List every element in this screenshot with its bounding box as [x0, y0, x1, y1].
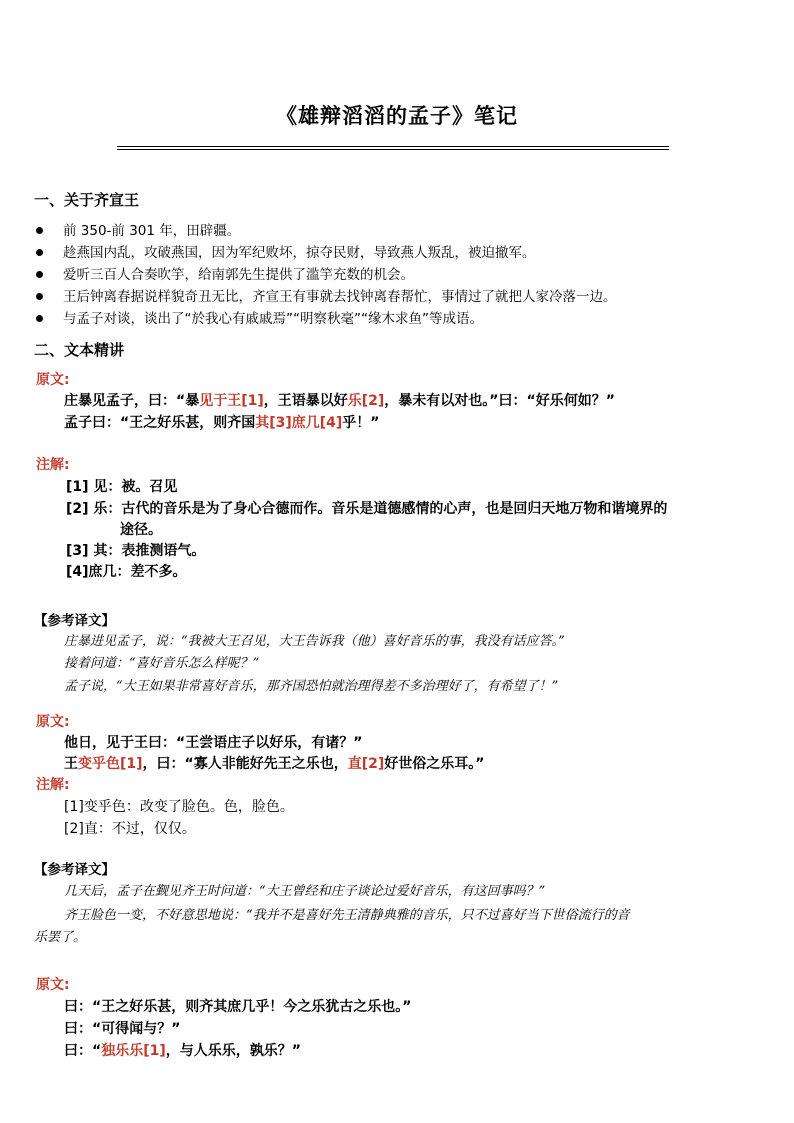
translation-line: 齐王脸色一变，不好意思地说：“我并不是喜好先王清静典雅的音乐，只不过喜好当下世俗流行的音 [64, 908, 630, 923]
note-line: [2]直：不过，仅仅。 [64, 821, 196, 837]
yuanwen-label: 原文: [36, 977, 70, 993]
title-rule-bottom [117, 149, 669, 150]
bullet-text: 王后钟离春据说样貌奇丑无比，齐宣王有事就去找钟离春帮忙，事情过了就把人家冷落一边。 [63, 289, 617, 305]
translation-line: 乐罢了。 [34, 930, 87, 945]
source-line: 他日，见于王曰：“王尝语庄子以好乐，有诸？” [64, 735, 363, 751]
translation-line: 接着问道：“喜好音乐怎么样呢？” [64, 656, 260, 671]
highlight-term: 变乎色[1] [78, 756, 143, 772]
section-heading-2: 二、文本精讲 [34, 341, 125, 359]
source-text: ，王语暴以好 [263, 393, 348, 409]
highlight-term: 乐[2] [347, 393, 385, 409]
bullet-text: 与孟子对谈，谈出了“於我心有戚戚焉”“明察秋毫”“缘木求鱼”等成语。 [63, 311, 483, 327]
note-line: [4]庶几：差不多。 [66, 564, 187, 580]
source-line [64, 412, 379, 432]
highlight-term: 见于王[1] [199, 393, 264, 409]
source-text: 庄暴见孟子，曰：“暴 [64, 393, 200, 409]
highlight-term: 独乐乐[1] [101, 1043, 166, 1059]
note-line: [3] 其：表推测语气。 [66, 543, 206, 559]
note-line: [1] 见：被。召见 [66, 479, 178, 495]
title-rule-top [117, 146, 669, 147]
translation-line: 庄暴进见孟子，说：“我被大王召见，大王告诉我（他）喜好音乐的事，我没有话应答。” [64, 634, 565, 649]
bullet-item [36, 263, 414, 283]
source-text: 孟子曰：“王之好乐甚，则齐国 [64, 415, 256, 431]
highlight-term: 其[3]庶几[4] [255, 415, 343, 431]
source-line: 曰：“可得闻与？” [64, 1021, 181, 1037]
bullet-item [36, 307, 483, 327]
yuanwen-label: 原文: [36, 372, 70, 388]
note-line: [2] 乐：古代的音乐是为了身心合德而作。音乐是道德感情的心声，也是回归天地万物和谐境界的 [66, 501, 668, 517]
zhujie-label: 注解: [36, 457, 70, 473]
source-text: ，暴未有以对也。”曰：“好乐何如？” [384, 393, 615, 409]
source-line: 曰：“王之好乐甚，则齐其庶几乎！今之乐犹古之乐也。” [64, 999, 412, 1015]
bullet-item [36, 241, 536, 261]
bullet-icon [36, 315, 43, 322]
bullet-icon [36, 293, 43, 300]
source-text: 好世俗之乐耳。” [384, 756, 485, 772]
translation-line: 孟子说，“大王如果非常喜好音乐，那齐国恐怕就治理得差不多治理好了，有希望了！” [64, 679, 559, 694]
bullet-text: 趁燕国内乱，攻破燕国，因为军纪败坏，掠夺民财，导致燕人叛乱，被迫撤军。 [63, 245, 536, 261]
note-line: [1]变乎色：改变了脸色。色，脸色。 [64, 799, 294, 815]
source-text: 曰：“ [64, 1043, 102, 1059]
source-text: 乎！” [342, 415, 380, 431]
source-line [64, 390, 615, 410]
page-title: 《雄辩滔滔的孟子》笔记 [276, 103, 518, 128]
bullet-item [36, 285, 617, 305]
section-heading-1: 一、关于齐宣王 [34, 191, 140, 209]
source-line [64, 753, 485, 773]
source-line [64, 1040, 301, 1060]
highlight-term: 直[2] [347, 756, 385, 772]
source-text: ，曰：“寡人非能好先王之乐也， [142, 756, 348, 772]
source-text: 王 [64, 756, 78, 772]
yuanwen-label: 原文: [36, 714, 70, 730]
bullet-text: 爱听三百人合奏吹竽，给南郭先生提供了滥竽充数的机会。 [63, 267, 414, 283]
source-text: ，与人乐乐，孰乐？” [165, 1043, 301, 1059]
reference-translation-label: 【参考译文】 [34, 862, 115, 878]
note-line: 途径。 [120, 522, 162, 538]
bullet-item [36, 219, 240, 239]
bullet-icon [36, 249, 43, 256]
zhujie-label: 注解: [36, 777, 70, 793]
bullet-text: 前 350-前 301 年，田辟疆。 [63, 223, 241, 239]
translation-line: 几天后，孟子在觐见齐王时问道：“大王曾经和庄子谈论过爱好音乐，有这回事吗？” [64, 884, 546, 899]
bullet-icon [36, 227, 43, 234]
reference-translation-label: 【参考译文】 [34, 613, 115, 629]
bullet-icon [36, 271, 43, 278]
